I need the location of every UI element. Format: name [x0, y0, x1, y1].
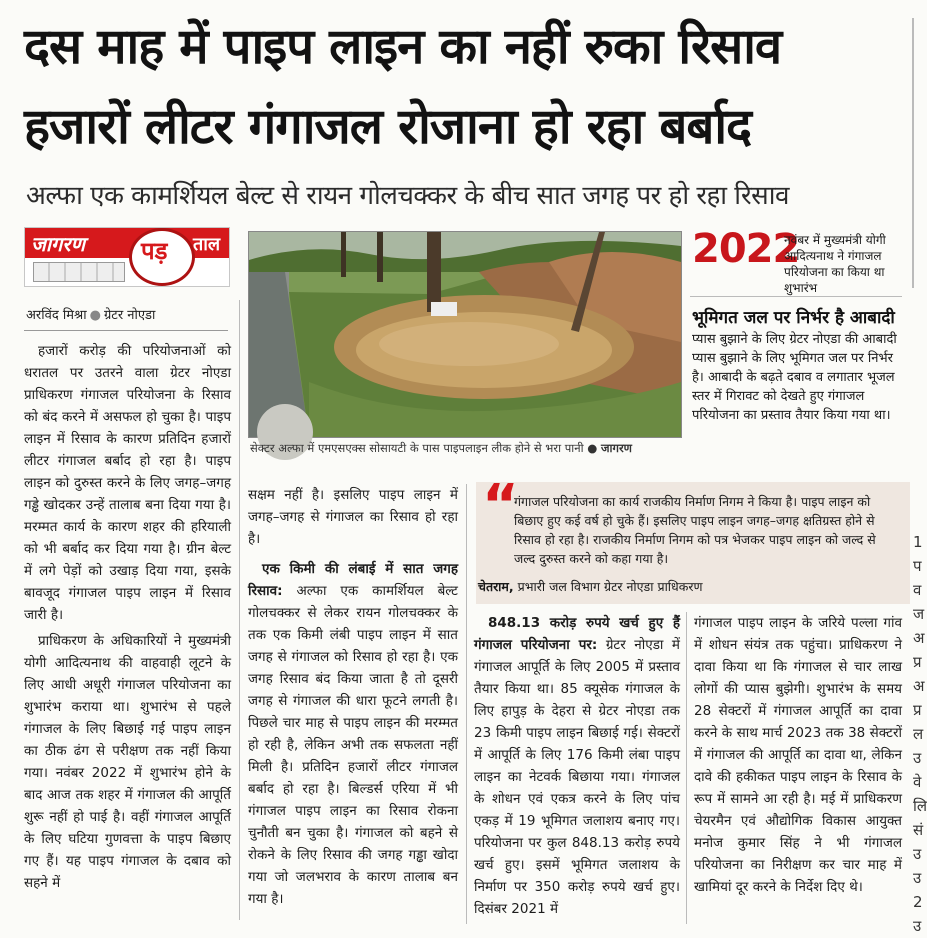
- subheadline: अल्फा एक कामर्शियल बेल्ट से रायन गोलचक्कर के बीच सात जगह पर हो रहा रिसाव: [26, 181, 789, 211]
- headline-line-1: दस माह में पाइप लाइन का नहीं रुका रिसाव: [24, 18, 782, 75]
- caption-text: सेक्टर अल्फा में एमएसएक्स सोसायटी के पास पाइपलाइन लीक होने से भरा पानी: [250, 441, 584, 455]
- byline-author: अरविंद मिश्रा: [26, 308, 87, 323]
- byline-place: ग्रेटर नोएडा: [103, 308, 156, 323]
- fact-rule: [690, 296, 902, 297]
- waterlogged-pit-photo: [249, 232, 681, 437]
- quote-attribution: [478, 578, 702, 595]
- column-divider: [686, 612, 687, 924]
- byline: [26, 305, 155, 323]
- sidebar-body: प्यास बुझाने के लिए ग्रेटर नोएडा की आबादी प्यास बुझाने के लिए भूमिगत जल पर निर्भर है। आबादी के बढ़ते दबाव व लगातार भूजल स्तर में गिरावट को देखते हुए गंगाजल परियोजना का प्रस्ताव तैयार किया गया था।: [692, 332, 897, 423]
- column-4-paragraph-1: गंगाजल पाइप लाइन के जरिये पल्ला गांव में शोधन संयंत्र तक पहुंचा। प्राधिकरण ने दावा किया था कि गंगाजल से चार लाख लोगों की प्यास बुझेगी। शुभारंभ के समय 28 सेक्टरों में गंगाजल आपूर्ति का दावा करने के साथ मार्च 2023 तक 38 सेक्टरों में गंगाजल की आपूर्ति का दावा था, लेकिन दावे की हकीकत पाइप लाइन के रिसाव के रूप में सामने आ रही है। मई में प्राधिकरण चेयरमैन एवं औद्योगिक विकास आयुक्त मनोज कुमार सिंह ने भी गंगाजल परियोजना का निरीक्षण कर चार माह में खामियां दूर करने के निर्देश दिए थे।: [694, 615, 902, 895]
- newspaper-icon: [33, 262, 125, 282]
- article-column-2: [248, 484, 458, 925]
- quote-designation: प्रभारी जल विभाग ग्रेटर नोएडा प्राधिकरण: [517, 579, 703, 594]
- quote-mark-icon: “: [482, 473, 519, 538]
- logo-taal: ताल: [193, 234, 221, 255]
- column-divider: [466, 484, 467, 924]
- logo-brand: जागरण: [31, 232, 85, 256]
- byline-rule: [24, 330, 228, 331]
- jagran-padtaal-logo: [24, 227, 230, 287]
- photo-caption: [250, 441, 680, 456]
- headline-line-2: हजारों लीटर गंगाजल रोजाना हो रहा बर्बाद: [24, 98, 752, 155]
- article-column-1: [24, 340, 231, 925]
- article-column-4: [694, 612, 902, 925]
- article-column-3: [474, 612, 680, 925]
- article-photo: [248, 231, 682, 438]
- column-1-paragraph-1: हजारों करोड़ की परियोजनाओं को धरातल पर उतरने वाला ग्रेटर नोएडा प्राधिकरण गंगाजल परियोजना के रिसाव को बंद करने में असफल हो चुका है। पाइप लाइन में रिसाव के कारण प्रतिदिन हजारों लीटर गंगाजल बर्बाद हो रहा है। पाइप लाइन को दुरुस्त करने के लिए जगह–जगह गड्ढे खोदकर उन्हें तालाब बना दिया गया है। मरम्मत कार्य के कारण शहर की हरियाली को भी बर्बाद कर दिया गया है। ग्रीन बेल्ट में लगे पेड़ों को उखाड़ दिया गया, इसके बावजूद गंगाजल पाइप लाइन में रिसाव जारी है।: [24, 343, 231, 623]
- quote-text: गंगाजल परियोजना का कार्य राजकीय निर्माण निगम ने किया है। पाइप लाइन को बिछाए हुए कई वर्ष हो चुके हैं। इसलिए पाइप लाइन जगह–जगह क्षतिग्रस्त होने से रिसाव हो रहा है। राजकीय निर्माण निगम को पत्र भेजकर पाइप लाइन को जल्द से जल्द दुरुस्त करने को कहा गया है।: [514, 494, 876, 566]
- fact-year: 2022: [692, 226, 800, 272]
- logo-pad: पड़: [141, 237, 168, 265]
- column-2-paragraph-1: सक्षम नहीं है। इसलिए पाइप लाइन में जगह–जगह से गंगाजल का रिसाव हो रहा है।: [248, 487, 458, 547]
- column-1-paragraph-2: प्राधिकरण के अधिकारियों ने मुख्यमंत्री योगी आदित्यनाथ की वाहवाही लूटने के लिए आधी अधूरी गंगाजल परियोजना का शुभारंभ कराया था। शुभारंभ से पहले गंगाजल के लिए बिछाई गई पाइप लाइन का ठीक ढंग से परीक्षण तक नहीं किया गया। नवंबर 2022 में शुभारंभ होने के बाद आज तक शहर में गंगाजल की आपूर्ति शुरू नहीं हो पाई है। वहीं गंगाजल आपूर्ति के लिए घटिया गुणवत्ता के पाइप बिछाए गए हैं। यह पाइप गंगाजल के दबाव को सहने में: [24, 633, 231, 891]
- sidebar-heading: भूमिगत जल पर निर्भर है आबादी: [692, 308, 895, 328]
- adjacent-article-fragment: 1 प व ज अ प्र अ प्र ल उ वे लि सं उ उ 2 उ: [913, 533, 927, 935]
- photo-credit: जागरण: [600, 441, 632, 455]
- column-divider: [239, 300, 240, 920]
- column-2-paragraph-2: अल्फा एक कामर्शियल बेल्ट गोलचक्कर से लेकर रायन गोलचक्कर के तक एक किमी लंबी पाइप लाइन में सात जगह से गंगाजल को रिसाव हो रहा है। एक जगह रिसाव बंद किया जाता है तो दूसरी जगह से गंगाजल की धारा फूटने लगती है। पिछले चार माह से पाइप लाइन की मरम्मत हो रही है, लेकिन अभी तक सफलता नहीं मिली है। प्रतिदिन हजारों लीटर गंगाजल बर्बाद हो रहा है। बिल्डर्स एरिया में भी गंगाजल पाइप लाइन का रिसाव रोकना चुनौती बन चुका है। गंगाजल को बहने से रोकने के लिए रिसाव की जगह गड्ढा खोदा गया जो जलभराव के कारण तालाब बन गया है।: [248, 583, 458, 907]
- column-2-subheading: एक किमी की लंबाई में सात जगह रिसाव:: [248, 561, 458, 599]
- bullet-icon: ●: [89, 308, 101, 323]
- quote-name: चेतराम,: [478, 579, 514, 594]
- bullet-icon: ●: [587, 441, 598, 455]
- column-3-subheading: 848.13 करोड़ रुपये खर्च हुए हैं गंगाजल परियोजना पर:: [474, 615, 680, 653]
- column-3-paragraph-1: ग्रेटर नोएडा में गंगाजल आपूर्ति के लिए 2005 में प्रस्ताव तैयार किया था। 85 क्यूसेक गंगाजल के लिए हापुड़ के देहरा से ग्रेटर नोएडा तक 23 किमी पाइप लाइन बिछाई गई। सेक्टरों में आपूर्ति के लिए 176 किमी लंबा पाइप लाइन का नेटवर्क बिछाया गया। गंगाजल के शोधन एवं एकत्र करने के लिए पांच एकड़ में 19 भूमिगत जलाशय बनाए गए। परियोजना पर कुल 848.13 करोड़ रुपये खर्च हुए। इसमें भूमिगत जलाशय के निर्माण पर 350 करोड़ रुपये खर्च हुए। दिसंबर 2021 में: [474, 637, 681, 917]
- fact-text: नवंबर में मुख्यमंत्री योगी आदित्यनाथ ने गंगाजल परियोजना का किया था शुभारंभ: [784, 233, 886, 295]
